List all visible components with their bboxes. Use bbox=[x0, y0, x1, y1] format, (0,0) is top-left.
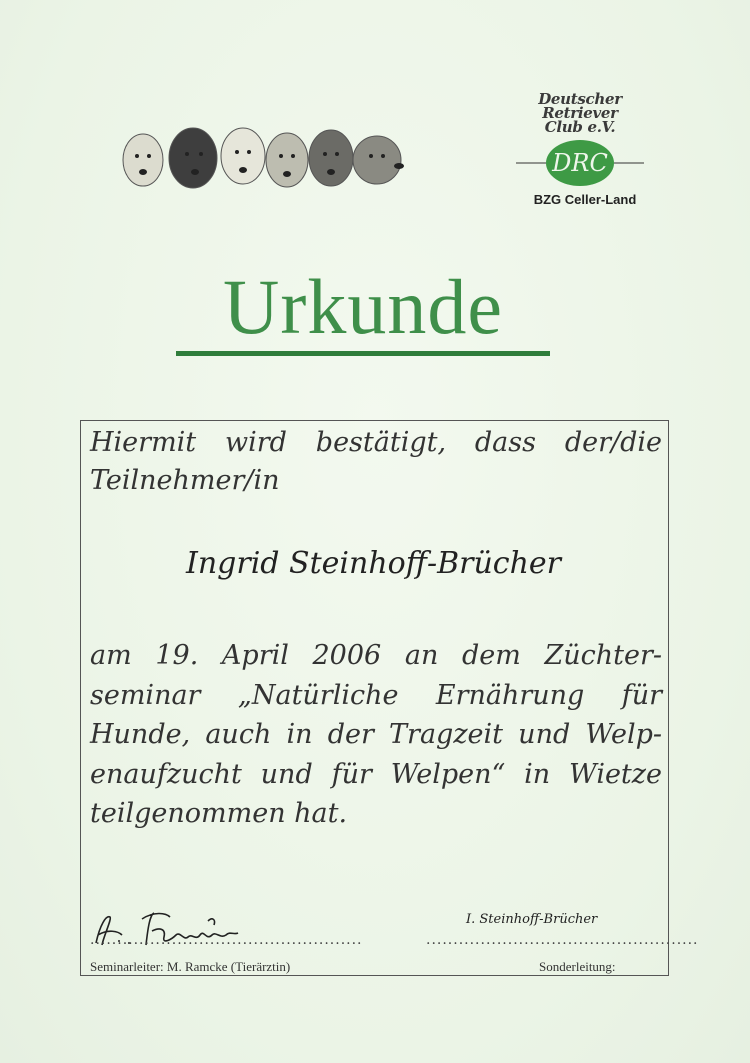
special-leader-label: Sonderleitung: bbox=[539, 959, 616, 974]
signature-line-right: .................................................. bbox=[426, 932, 699, 948]
intro-line: Teilnehmer/in bbox=[90, 465, 280, 496]
participant-name: Ingrid Steinhoff-Brücher bbox=[185, 546, 562, 581]
certificate-title: Urkunde bbox=[223, 263, 503, 350]
body-line: Hunde, auch in der Tragzeit und Welp- bbox=[90, 719, 662, 750]
drc-logo-text: DRC bbox=[552, 149, 608, 177]
signature-right: I. Steinhoff-Brücher bbox=[466, 912, 598, 927]
signature-line-left: .................................................. bbox=[90, 932, 363, 948]
body-line: am 19. April 2006 an dem Züchter- bbox=[90, 640, 662, 671]
club-name-line: Club e.V. bbox=[544, 118, 616, 136]
body-line: teilgenommen hat. bbox=[90, 798, 348, 829]
club-name-line: Deutscher bbox=[538, 90, 622, 108]
body-line: enaufzucht und für Welpen“ in Wietze bbox=[90, 758, 662, 790]
club-emblem bbox=[505, 92, 655, 207]
retriever-dogs-illustration bbox=[115, 122, 425, 197]
seminar-leader-label: Seminarleiter: M. Ramcke (Tierärztin) bbox=[90, 959, 291, 974]
club-region: BZG Celler-Land bbox=[533, 192, 637, 207]
drc-logo bbox=[510, 136, 650, 190]
title-underline bbox=[176, 351, 550, 356]
club-name-line: Retriever bbox=[542, 104, 618, 122]
body-line: seminar „Natürliche Ernährung für bbox=[90, 679, 662, 711]
intro-line: Hiermit wird bestätigt, dass der/die bbox=[90, 427, 662, 458]
certificate-intro bbox=[90, 424, 662, 500]
club-name bbox=[505, 92, 655, 134]
certificate-body bbox=[90, 636, 662, 834]
